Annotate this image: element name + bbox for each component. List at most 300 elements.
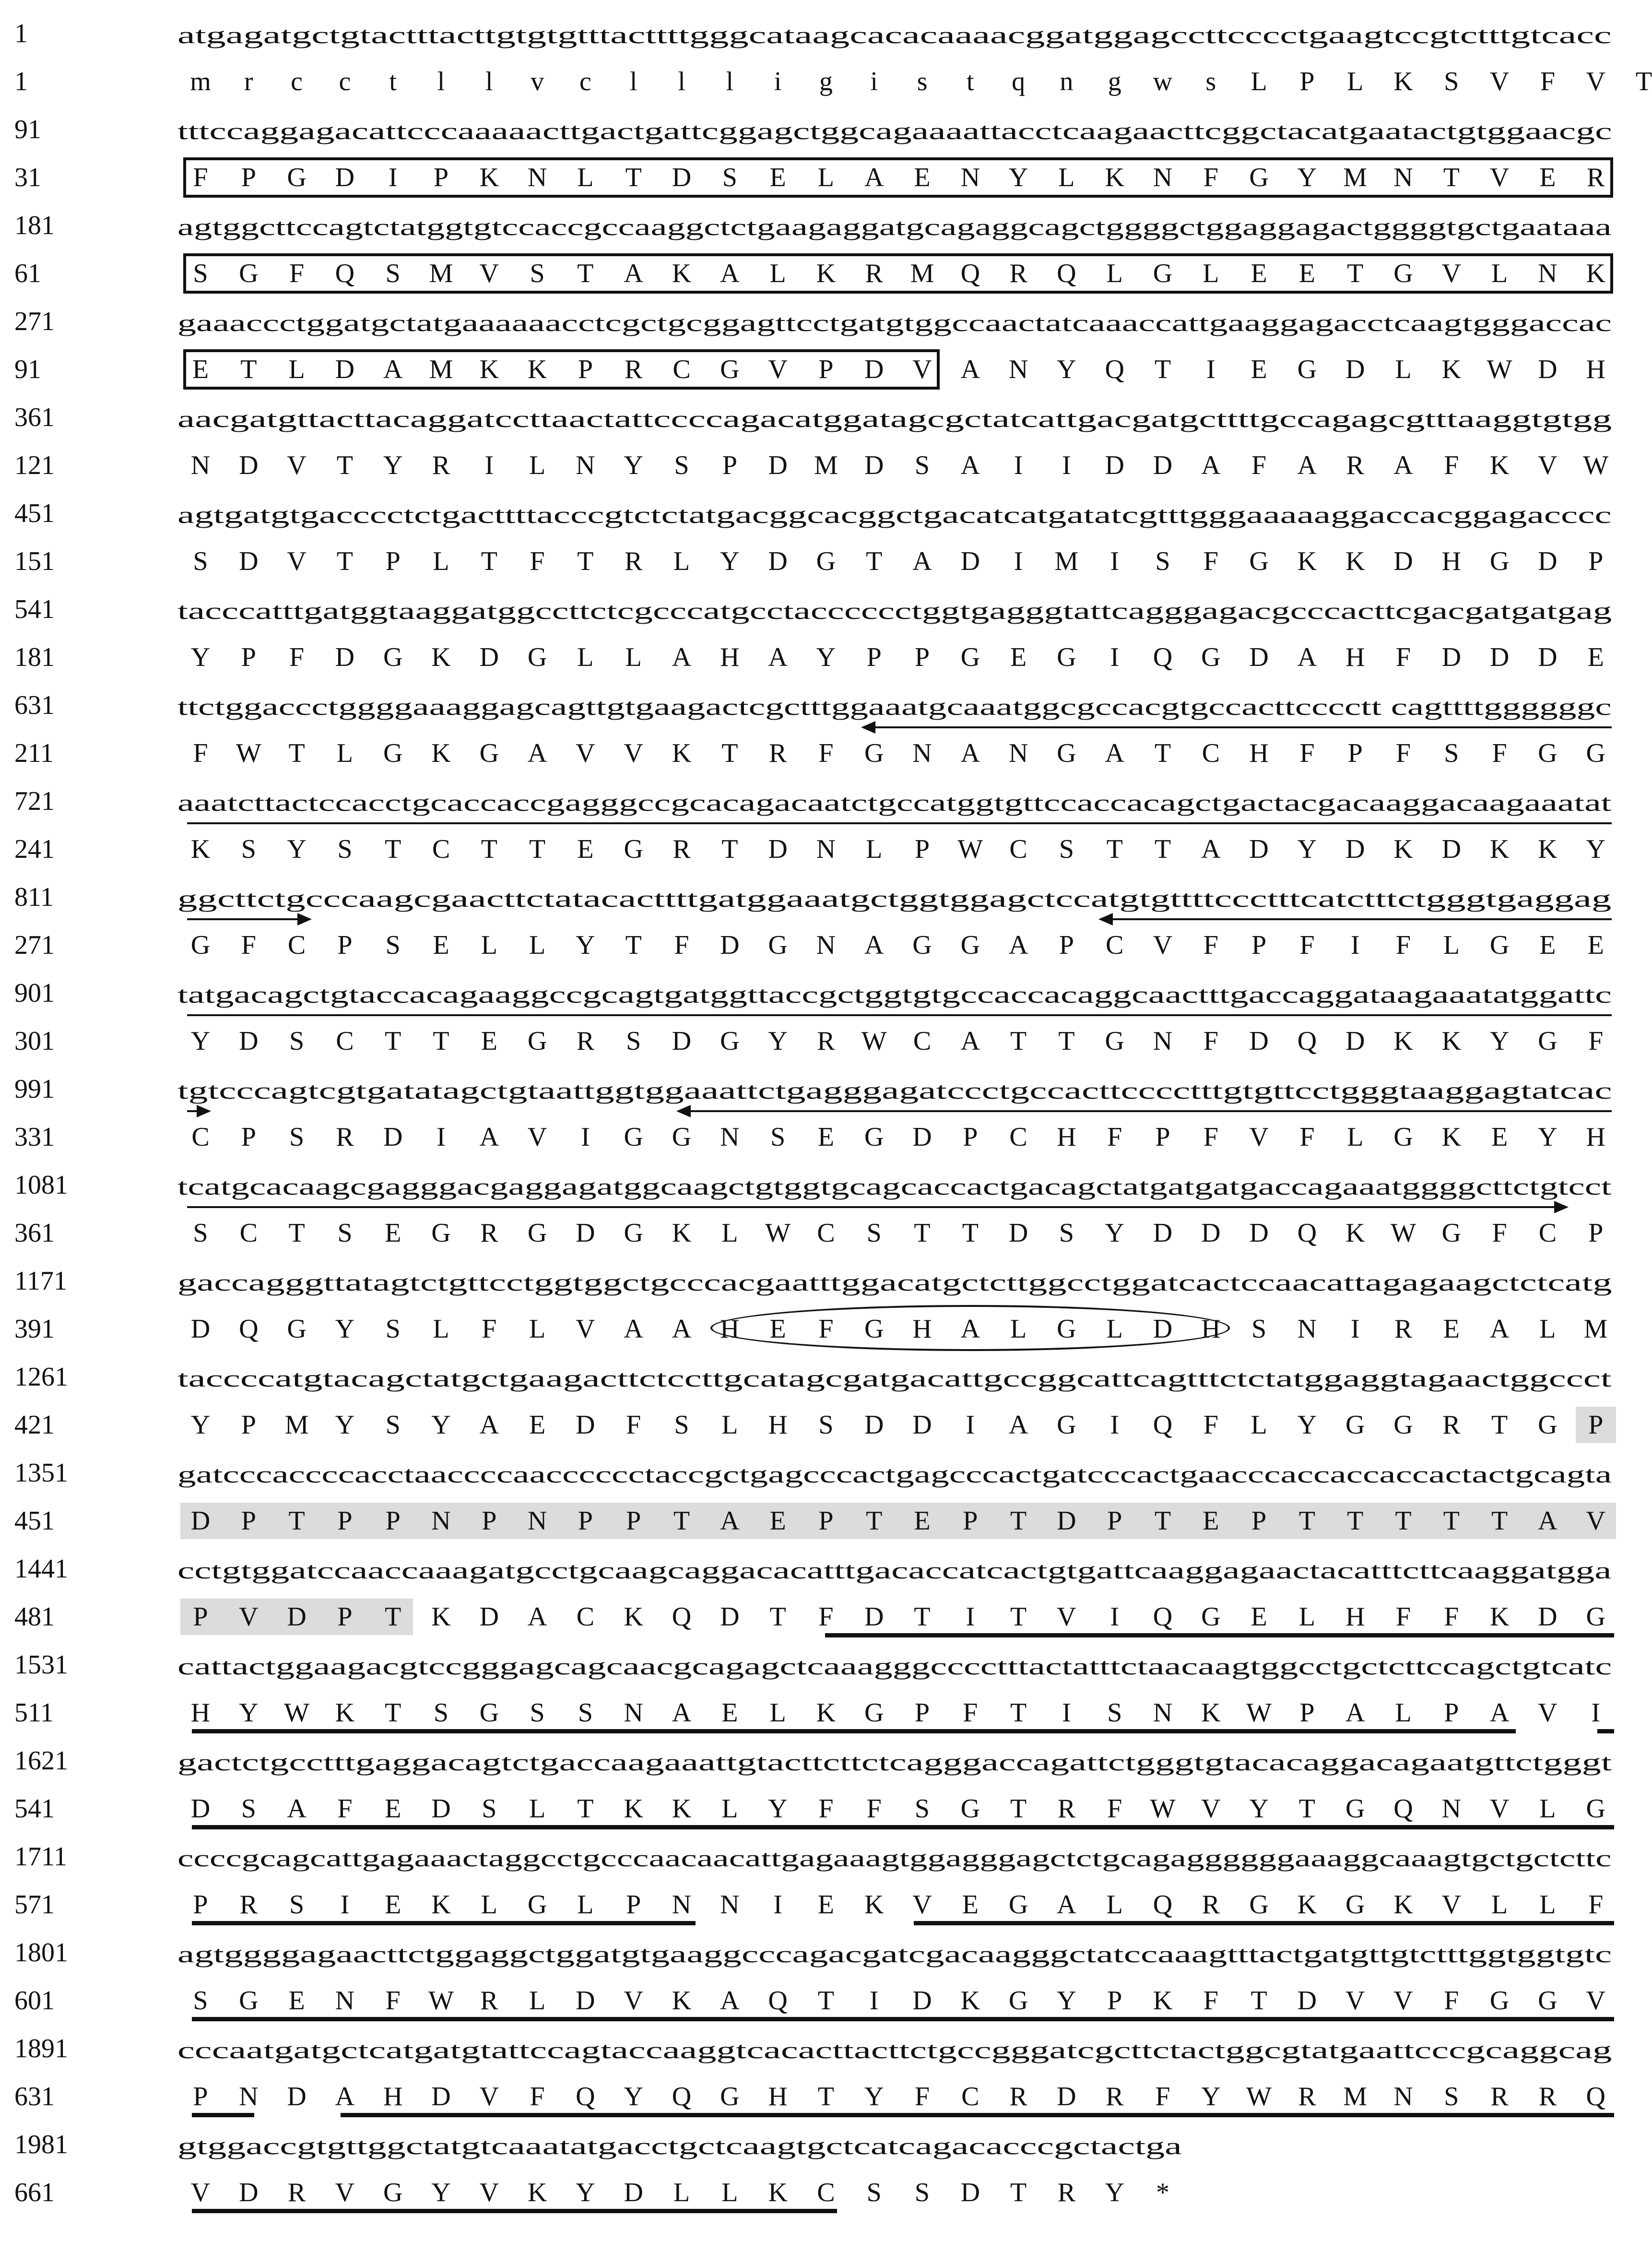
- amino-acid-residue: A: [960, 1314, 980, 1344]
- amino-acid-residue: S: [193, 546, 208, 576]
- fibronectin-repeat-line: [187, 1014, 1612, 1016]
- amino-acid-residue: R: [239, 1890, 258, 1920]
- amino-acid-residue: A: [720, 259, 740, 288]
- nucleotide-sequence: agtgatgtgacccctctgacttttacccgtctctatgacggcacggctgacatcatgatatcgtttgggaaaaaggaccacggagacccc: [177, 501, 1612, 528]
- hemopexin-domain-underline: [825, 1633, 1614, 1637]
- amino-acid-residue: K: [672, 1218, 692, 1248]
- amino-acid-residue: V: [1538, 1698, 1558, 1728]
- amino-acid-residue: K: [1345, 1218, 1365, 1248]
- amino-acid-line-number: 451: [14, 1506, 55, 1536]
- repeat-arrow-end: [1554, 1201, 1569, 1213]
- amino-acid-residue: M: [1343, 2082, 1368, 2111]
- amino-acid-residue: T: [1298, 1506, 1315, 1536]
- amino-acid-residue: L: [769, 1698, 786, 1728]
- amino-acid-residue: M: [429, 259, 453, 288]
- zinc-binding-motif-oval: [710, 1305, 1230, 1351]
- amino-acid-residue: D: [624, 2178, 643, 2207]
- amino-acid-residue: D: [768, 546, 788, 576]
- amino-acid-residue: P: [337, 1602, 353, 1632]
- amino-acid-residue: G: [1538, 738, 1558, 768]
- amino-acid-residue: F: [241, 930, 256, 960]
- amino-acid-residue: A: [1008, 1410, 1028, 1440]
- amino-acid-residue: T: [288, 1218, 305, 1248]
- amino-acid-residue: G: [1586, 1602, 1605, 1632]
- amino-acid-residue: F: [1203, 163, 1218, 192]
- amino-acid-residue: A: [912, 546, 932, 576]
- amino-acid-residue: A: [479, 1410, 499, 1440]
- amino-acid-residue: S: [193, 1218, 208, 1248]
- amino-acid-residue: E: [1251, 259, 1267, 288]
- amino-acid-residue: F: [482, 1314, 497, 1344]
- amino-acid-residue: Y: [335, 1314, 355, 1344]
- amino-acid-residue: Y: [1105, 2178, 1124, 2207]
- nucleotide-sequence: agtggggagaacttctggaggctggatgtgaaggcccagacgatcgacaagggctatccaaagtttactgatgttgtctttggtggtgtc: [177, 1941, 1612, 1968]
- amino-acid-residue: E: [288, 1986, 305, 2016]
- amino-acid-residue: D: [335, 355, 355, 384]
- amino-acid-residue: P: [818, 355, 834, 384]
- amino-acid-line-number: 271: [14, 930, 55, 960]
- amino-acid-residue: N: [1393, 163, 1413, 192]
- amino-acid-residue: c: [291, 67, 303, 96]
- amino-acid-residue: Y: [1586, 834, 1605, 864]
- amino-acid-residue: Y: [1297, 1410, 1317, 1440]
- amino-acid-residue: I: [1014, 451, 1023, 480]
- amino-acid-residue: D: [335, 163, 355, 192]
- amino-acid-residue: M: [814, 451, 838, 480]
- amino-acid-residue: L: [1539, 1794, 1556, 1824]
- amino-acid-residue: T: [866, 546, 883, 576]
- amino-acid-line-number: 241: [14, 834, 55, 864]
- amino-acid-residue: L: [433, 1314, 449, 1344]
- amino-acid-residue: H: [1201, 1314, 1221, 1344]
- amino-acid-residue: P: [963, 1122, 978, 1152]
- amino-acid-residue: D: [1538, 642, 1558, 672]
- amino-acid-residue: Q: [1153, 1890, 1173, 1920]
- amino-acid-residue: K: [672, 1986, 692, 2016]
- amino-acid-residue: L: [529, 930, 546, 960]
- amino-acid-residue: P: [1588, 1410, 1604, 1440]
- amino-acid-residue: P: [385, 1506, 401, 1536]
- amino-acid-residue: H: [383, 2082, 403, 2111]
- amino-acid-residue: G: [527, 1026, 547, 1056]
- amino-acid-residue: P: [241, 1410, 256, 1440]
- amino-acid-residue: P: [1107, 1506, 1122, 1536]
- amino-acid-residue: N: [816, 834, 836, 864]
- nucleotide-line-number: 721: [14, 786, 55, 816]
- amino-acid-residue: D: [1057, 1506, 1076, 1536]
- amino-acid-residue: E: [962, 1890, 979, 1920]
- amino-acid-residue: P: [1299, 67, 1315, 96]
- amino-acid-residue: T: [385, 1698, 401, 1728]
- amino-acid-residue: L: [866, 834, 883, 864]
- amino-acid-residue: T: [1010, 1602, 1027, 1632]
- amino-acid-residue: A: [960, 451, 980, 480]
- fibronectin-repeat-line: [1103, 918, 1612, 920]
- amino-acid-residue: Y: [1057, 355, 1076, 384]
- nucleotide-sequence: gtggaccgtgttggctatgtcaaatatgacctgctcaagtgctcatcagacacccgctactga: [177, 2133, 1182, 2159]
- amino-acid-residue: A: [768, 642, 788, 672]
- amino-acid-residue: P: [1588, 546, 1604, 576]
- amino-acid-residue: A: [624, 259, 643, 288]
- amino-acid-residue: D: [239, 1026, 259, 1056]
- amino-acid-residue: P: [1251, 1506, 1267, 1536]
- amino-acid-residue: G: [816, 546, 836, 576]
- amino-acid-residue: P: [241, 163, 256, 192]
- hemopexin-domain-underline: [914, 1921, 1614, 1925]
- amino-acid-residue: N: [1393, 2082, 1413, 2111]
- amino-acid-residue: K: [431, 1890, 451, 1920]
- amino-acid-residue: D: [720, 930, 740, 960]
- amino-acid-residue: s: [917, 67, 928, 96]
- amino-acid-residue: P: [1299, 1698, 1315, 1728]
- repeat-arrow-start: [861, 721, 875, 734]
- amino-acid-residue: D: [287, 2082, 307, 2111]
- amino-acid-residue: G: [1586, 1794, 1605, 1824]
- amino-acid-residue: T: [914, 1218, 931, 1248]
- amino-acid-residue: F: [1203, 930, 1218, 960]
- amino-acid-residue: C: [817, 1218, 835, 1248]
- amino-acid-residue: G: [1489, 546, 1510, 576]
- amino-acid-residue: L: [577, 642, 594, 672]
- fibronectin-repeat-line: [187, 1206, 1554, 1208]
- amino-acid-residue: E: [385, 1794, 401, 1824]
- amino-acid-residue: G: [1249, 1890, 1269, 1920]
- amino-acid-residue: K: [431, 738, 451, 768]
- amino-acid-residue: P: [626, 1890, 641, 1920]
- amino-acid-residue: G: [1201, 1602, 1221, 1632]
- amino-acid-residue: P: [241, 642, 256, 672]
- amino-acid-line-number: 121: [14, 451, 55, 480]
- amino-acid-residue: N: [672, 1890, 692, 1920]
- amino-acid-residue: E: [1251, 355, 1267, 384]
- amino-acid-residue: D: [1345, 355, 1365, 384]
- amino-acid-residue: F: [1444, 1986, 1459, 2016]
- amino-acid-residue: D: [576, 1218, 595, 1248]
- amino-acid-residue: S: [385, 1410, 401, 1440]
- amino-acid-residue: E: [1010, 642, 1027, 672]
- amino-acid-residue: v: [531, 67, 544, 96]
- amino-acid-residue: L: [577, 1890, 594, 1920]
- amino-acid-residue: S: [914, 2178, 930, 2207]
- amino-acid-residue: T: [625, 930, 642, 960]
- propeptide-box: [183, 349, 940, 390]
- amino-acid-residue: H: [720, 642, 740, 672]
- amino-acid-residue: S: [914, 1794, 930, 1824]
- nucleotide-sequence: ggcttctgcccaagcgaacttctatacacttttgatggaaatgctggtggagctccatgtgttttccctttcatctttctgggtgaggag: [177, 885, 1612, 912]
- amino-acid-residue: A: [960, 355, 980, 384]
- nucleotide-sequence: gactctgcctttgaggacagtctgaccaagaaattgtacttcttctcagggaccagattctgggtgtacacaggacagaatgttctgggt: [177, 1749, 1612, 1776]
- amino-acid-residue: L: [1298, 1602, 1315, 1632]
- repeat-arrow-start: [676, 1105, 691, 1117]
- amino-acid-residue: F: [1107, 1794, 1122, 1824]
- hemopexin-domain-underline: [192, 1825, 1614, 1829]
- amino-acid-residue: S: [530, 259, 545, 288]
- amino-acid-residue: G: [1008, 1890, 1028, 1920]
- amino-acid-residue: l: [678, 67, 685, 96]
- amino-acid-residue: D: [1489, 642, 1510, 672]
- amino-acid-residue: T: [336, 451, 353, 480]
- amino-acid-residue: G: [1057, 738, 1076, 768]
- amino-acid-line-number: 31: [14, 163, 41, 192]
- amino-acid-residue: K: [864, 1890, 884, 1920]
- nucleotide-sequence: atgagatgctgtactttacttgtgtgtttacttttgggcataagcacacaaaacggatggagccttcccctgaagtccgtctttgtcacc: [177, 22, 1612, 48]
- amino-acid-residue: F: [1155, 2082, 1170, 2111]
- nucleotide-sequence: gaccagggttatagtctgttcctggtggctgcccacgaatttggacatgctcttggcctggatcactccaacattagagaagctctcatg: [177, 1269, 1612, 1296]
- amino-acid-residue: S: [1155, 546, 1170, 576]
- nucleotide-sequence: cattactggaagacgtccgggagcagcaacgcagagctcaaagggcccctttactatttctaacaagtggcctgctcttccagctgtcatc: [177, 1653, 1612, 1680]
- amino-acid-residue: Y: [335, 1410, 355, 1440]
- amino-acid-residue: K: [624, 1794, 643, 1824]
- amino-acid-residue: W: [1487, 355, 1512, 384]
- amino-acid-residue: A: [672, 1314, 692, 1344]
- amino-acid-residue: G: [527, 1218, 547, 1248]
- amino-acid-residue: A: [720, 1986, 740, 2016]
- nucleotide-sequence: cctgtggatccaaccaaagatgcctgcaagcaggacacatttgacaccatcactgtgattcaaggagaactacatttcttcaaggatgga: [177, 1557, 1612, 1584]
- amino-acid-residue: R: [1346, 451, 1364, 480]
- amino-acid-residue: D: [1441, 834, 1462, 864]
- amino-acid-residue: F: [1203, 1026, 1218, 1056]
- amino-acid-residue: T: [1154, 834, 1171, 864]
- amino-acid-residue: T: [1395, 1506, 1412, 1536]
- nucleotide-line-number: 1351: [14, 1458, 68, 1488]
- amino-acid-residue: D: [1249, 642, 1269, 672]
- amino-acid-residue: T: [1010, 1794, 1027, 1824]
- amino-acid-residue: L: [336, 738, 353, 768]
- amino-acid-residue: F: [193, 738, 208, 768]
- amino-acid-residue: K: [1489, 451, 1510, 480]
- amino-acid-residue: C: [287, 930, 306, 960]
- amino-acid-residue: E: [1539, 163, 1556, 192]
- amino-acid-residue: V: [527, 1122, 547, 1152]
- amino-acid-residue: R: [1057, 1794, 1076, 1824]
- amino-acid-residue: S: [241, 834, 256, 864]
- amino-acid-residue: C: [1538, 1218, 1557, 1248]
- propeptide-box: [183, 253, 1613, 294]
- nucleotide-sequence: ccccgcagcattgagaaactaggcctgcccaacaacattgagaaagtggagggagctctgcagaggggggaaaggcaaagtgctgctcttc: [177, 1845, 1612, 1872]
- amino-acid-residue: V: [1586, 1506, 1605, 1536]
- amino-acid-residue: V: [1586, 67, 1605, 96]
- amino-acid-residue: D: [335, 642, 355, 672]
- amino-acid-residue: Q: [768, 1986, 788, 2016]
- amino-acid-residue: H: [1586, 1122, 1605, 1152]
- amino-acid-residue: V: [1201, 1794, 1221, 1824]
- amino-acid-residue: G: [1538, 1026, 1558, 1056]
- amino-acid-residue: S: [1251, 1314, 1267, 1344]
- amino-acid-residue: C: [961, 2082, 979, 2111]
- amino-acid-residue: K: [768, 2178, 788, 2207]
- amino-acid-residue: G: [624, 1218, 643, 1248]
- amino-acid-line-number: 601: [14, 1986, 55, 2016]
- amino-acid-residue: D: [1538, 546, 1558, 576]
- amino-acid-residue: K: [527, 355, 547, 384]
- amino-acid-residue: P: [818, 1506, 834, 1536]
- amino-acid-residue: S: [337, 1218, 353, 1248]
- amino-acid-line-number: 571: [14, 1890, 55, 1920]
- amino-acid-residue: E: [914, 163, 931, 192]
- amino-acid-residue: W: [1391, 1218, 1416, 1248]
- amino-acid-residue: A: [720, 1506, 740, 1536]
- amino-acid-residue: D: [1249, 834, 1269, 864]
- amino-acid-residue: P: [578, 1506, 593, 1536]
- amino-acid-residue: E: [1587, 930, 1604, 960]
- amino-acid-residue: L: [721, 1410, 738, 1440]
- amino-acid-residue: N: [912, 738, 932, 768]
- amino-acid-residue: A: [624, 1314, 643, 1344]
- amino-acid-residue: D: [768, 834, 788, 864]
- amino-acid-residue: S: [770, 1122, 786, 1152]
- amino-acid-residue: g: [819, 67, 833, 96]
- amino-acid-residue: I: [484, 451, 494, 480]
- amino-acid-residue: A: [479, 1122, 499, 1152]
- amino-acid-residue: D: [431, 2082, 451, 2111]
- amino-acid-residue: E: [769, 1506, 786, 1536]
- amino-acid-residue: D: [1441, 642, 1462, 672]
- amino-acid-residue: A: [1105, 738, 1124, 768]
- nucleotide-line-number: 1981: [14, 2130, 68, 2159]
- amino-acid-residue: E: [817, 1122, 834, 1152]
- amino-acid-residue: N: [1441, 1794, 1462, 1824]
- amino-acid-residue: l: [485, 67, 493, 96]
- amino-acid-residue: S: [1444, 738, 1459, 768]
- amino-acid-residue: Y: [768, 1026, 788, 1056]
- amino-acid-residue: I: [581, 1122, 590, 1152]
- amino-acid-residue: G: [912, 930, 932, 960]
- amino-acid-residue: F: [1492, 1218, 1507, 1248]
- amino-acid-residue: V: [190, 2178, 211, 2207]
- amino-acid-residue: A: [1297, 451, 1317, 480]
- amino-acid-residue: Q: [1057, 259, 1076, 288]
- nucleotide-line-number: 1081: [14, 1170, 68, 1200]
- amino-acid-residue: V: [624, 738, 643, 768]
- repeat-arrow-start: [1098, 913, 1113, 925]
- amino-acid-residue: G: [479, 1698, 499, 1728]
- amino-acid-residue: R: [1394, 1314, 1413, 1344]
- nucleotide-line-number: 181: [14, 211, 55, 240]
- fibronectin-repeat-line: [187, 918, 307, 920]
- amino-acid-residue: R: [673, 834, 691, 864]
- amino-acid-residue: D: [239, 546, 259, 576]
- amino-acid-residue: E: [1539, 930, 1556, 960]
- amino-acid-residue: E: [769, 163, 786, 192]
- amino-acid-residue: L: [1010, 1314, 1027, 1344]
- amino-acid-residue: I: [340, 1890, 350, 1920]
- amino-acid-residue: K: [1345, 546, 1365, 576]
- amino-acid-residue: G: [768, 930, 788, 960]
- amino-acid-residue: S: [241, 1794, 256, 1824]
- amino-acid-residue: S: [385, 259, 401, 288]
- amino-acid-residue: R: [1587, 163, 1605, 192]
- amino-acid-residue: D: [383, 1122, 403, 1152]
- amino-acid-residue: T: [481, 546, 497, 576]
- amino-acid-residue: D: [1008, 1218, 1028, 1248]
- amino-acid-residue: R: [625, 546, 643, 576]
- amino-acid-residue: V: [1489, 67, 1510, 96]
- amino-acid-residue: L: [577, 163, 594, 192]
- amino-acid-residue: F: [1203, 1410, 1218, 1440]
- nucleotide-line-number: 1891: [14, 2034, 68, 2063]
- fibronectin-repeat-line: [681, 1110, 1612, 1112]
- amino-acid-residue: E: [721, 1698, 738, 1728]
- amino-acid-residue: S: [722, 163, 737, 192]
- amino-acid-residue: F: [1203, 1986, 1218, 2016]
- amino-acid-residue: G: [239, 1986, 259, 2016]
- amino-acid-residue: H: [1441, 546, 1462, 576]
- amino-acid-residue: G: [383, 642, 403, 672]
- amino-acid-residue: G: [431, 1218, 451, 1248]
- amino-acid-residue: D: [1153, 451, 1173, 480]
- amino-acid-residue: Y: [816, 642, 836, 672]
- amino-acid-residue: D: [864, 1410, 884, 1440]
- nucleotide-line-number: 1801: [14, 1938, 68, 1968]
- amino-acid-residue: N: [1008, 738, 1028, 768]
- amino-acid-residue: W: [1246, 1698, 1272, 1728]
- amino-acid-residue: R: [576, 1026, 595, 1056]
- amino-acid-residue: V: [479, 2082, 499, 2111]
- amino-acid-residue: D: [1249, 1218, 1269, 1248]
- amino-acid-residue: I: [773, 1890, 782, 1920]
- nucleotide-sequence: tacccatttgatggtaaggatggccttctcgcccatgcctacccccctggtgagggtattcagggagacgcccacttcgacgatgatgag: [177, 597, 1612, 624]
- amino-acid-residue: D: [960, 546, 980, 576]
- amino-acid-residue: c: [339, 67, 351, 96]
- amino-acid-residue: T: [336, 546, 353, 576]
- amino-acid-residue: G: [1345, 1410, 1365, 1440]
- amino-acid-residue: D: [1393, 546, 1413, 576]
- nucleotide-sequence: tgtcccagtcgtgatatagctgtaattggtggaaattctgagggagatccctgccacttcccctttgtgttcctgggtaaggagtatcac: [177, 1077, 1612, 1104]
- amino-acid-residue: G: [864, 1698, 884, 1728]
- amino-acid-residue: T: [385, 1602, 401, 1632]
- amino-acid-residue: S: [1444, 2082, 1459, 2111]
- amino-acid-residue: T: [1010, 1506, 1027, 1536]
- amino-acid-residue: Q: [1297, 1218, 1317, 1248]
- amino-acid-residue: T: [385, 1026, 401, 1056]
- amino-acid-residue: Y: [576, 2178, 595, 2207]
- fibronectin-repeat-line: [187, 822, 1612, 824]
- amino-acid-residue: K: [672, 1794, 692, 1824]
- amino-acid-residue: T: [1106, 834, 1123, 864]
- amino-acid-residue: C: [1202, 738, 1220, 768]
- nucleotide-sequence: cccaatgatgctcatgatgtattccagtaccaaggtcacacttacttctgccgggatcgcttctactggcgtatgaattcccgcaggcag: [177, 2037, 1612, 2063]
- amino-acid-residue: F: [818, 1794, 834, 1824]
- amino-acid-residue: G: [1441, 1218, 1462, 1248]
- nucleotide-line-number: 1171: [14, 1266, 67, 1296]
- amino-acid-residue: K: [479, 355, 499, 384]
- amino-acid-residue: A: [1489, 1698, 1510, 1728]
- amino-acid-residue: E: [577, 834, 594, 864]
- amino-acid-residue: L: [1058, 163, 1075, 192]
- amino-acid-residue: t: [967, 67, 974, 96]
- amino-acid-residue: I: [869, 1986, 879, 2016]
- nucleotide-line-number: 1441: [14, 1554, 68, 1584]
- amino-acid-residue: W: [957, 834, 983, 864]
- nucleotide-line-number: 91: [14, 115, 41, 144]
- amino-acid-residue: E: [385, 1218, 401, 1248]
- amino-acid-residue: m: [190, 67, 211, 96]
- nucleotide-sequence: taccccatgtacagctatgctgaagacttctccttgcatagcgatgacattgccggcattcagtttctctatggaggtagaactggccct: [177, 1365, 1612, 1392]
- amino-acid-residue: N: [624, 1698, 643, 1728]
- amino-acid-line-number: 421: [14, 1410, 55, 1440]
- amino-acid-residue: E: [914, 1506, 931, 1536]
- amino-acid-residue: V: [1441, 1890, 1462, 1920]
- amino-acid-residue: R: [1009, 2082, 1027, 2111]
- amino-acid-residue: D: [1153, 1218, 1173, 1248]
- amino-acid-residue: D: [960, 2178, 980, 2207]
- amino-acid-residue: D: [672, 1026, 692, 1056]
- amino-acid-residue: M: [429, 355, 453, 384]
- amino-acid-residue: V: [287, 451, 307, 480]
- amino-acid-residue: Q: [239, 1314, 259, 1344]
- amino-acid-residue: C: [336, 1026, 354, 1056]
- amino-acid-residue: L: [1491, 1890, 1508, 1920]
